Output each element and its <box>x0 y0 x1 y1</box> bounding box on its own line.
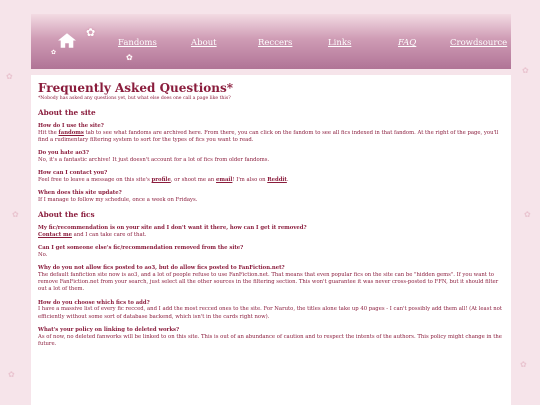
profile-link[interactable]: profile <box>151 177 171 184</box>
faq-question: How can I contact you? <box>38 170 108 177</box>
petal-decoration: ✿ <box>8 370 15 379</box>
email-link[interactable]: email <box>216 177 233 184</box>
faq-answer: I have a massive list of every fic recced, and I add the most recced ones to the site. For Naruto, the titles alone take up 40 pages - I can't possibly add them all! (At least not efficiently without some sort of database backend, which isn't in the cards right now). <box>38 306 502 320</box>
answer-text: and I can take care of that. <box>71 232 147 239</box>
nav-reccers[interactable]: Reccers <box>258 38 293 48</box>
faq-answer: As of now, no deleted fanworks will be linked to on this site. This is out of an abundance of caution and to respect the intents of the authors. This policy might change in the future. <box>38 333 502 347</box>
faq-question: Do you hate ao3? <box>38 150 89 157</box>
nav-links[interactable]: Links <box>328 38 352 48</box>
faq-question: Why do you not allow fics posted to ao3, but do allow fics posted to FanFiction.net? <box>38 265 285 272</box>
faq-question: My fic/recommendation is on your site and I don't want it there, how can I get it removed? <box>38 225 307 232</box>
faq-content <box>31 75 511 405</box>
faq-question: What's your policy on linking to deleted works? <box>38 326 180 333</box>
answer-text: Hit the <box>38 129 59 136</box>
nav-fandoms[interactable]: Fandoms <box>118 38 157 48</box>
contact-me-link[interactable]: Contact me <box>38 232 72 239</box>
answer-text: Feel free to leave a message on this site's <box>38 177 152 184</box>
faq-answer: No. <box>38 252 48 259</box>
answer-text: , or shoot me an <box>170 177 216 184</box>
page-title: Frequently Asked Questions* <box>38 81 234 95</box>
sakura-icon: ✿ <box>51 49 57 56</box>
sakura-icon: ✿ <box>86 26 96 39</box>
faq-answer <box>38 130 504 144</box>
petal-decoration: ✿ <box>12 210 19 219</box>
section-heading-fics: About the fics <box>38 210 95 220</box>
faq-answer: The default fanfiction site now is ao3, and a lot of people refuse to use FanFiction.net. That means that even popular fics on the site can be "hidden gems". If you want to remove FanFiction.net from your search, just select all the other sources in the filtering section. This won't guarantee it was never cross-posted to FFN, but it should filter out a lot of them. <box>38 272 499 293</box>
title-footnote: *Nobody has asked any questions yet, but what else does one call a page like this? <box>38 96 231 101</box>
faq-answer: If I manage to follow my schedule, once a week on Fridays. <box>38 197 198 204</box>
section-heading-site: About the site <box>38 108 96 117</box>
petal-decoration: ✿ <box>6 72 13 81</box>
nav-faq[interactable]: FAQ <box>398 38 417 48</box>
faq-answer: No, it's a fantastic archive! It just doesn't account for a lot of fics from older fandoms. <box>38 157 270 164</box>
faq-question: How do you choose which fics to add? <box>38 299 150 306</box>
faq-answer <box>38 232 504 239</box>
faq-question: How do I use the site? <box>38 123 104 129</box>
petal-decoration: ✿ <box>520 360 527 369</box>
petal-decoration: ✿ <box>524 210 531 219</box>
reddit-link[interactable]: Reddit <box>267 177 287 184</box>
faq-answer <box>38 177 504 184</box>
answer-text: ! I'm also on <box>232 177 268 184</box>
faq-question: Can I get someone else's fic/recommendation removed from the site? <box>38 245 244 252</box>
nav-about[interactable]: About <box>191 38 217 48</box>
answer-text: tab to see what fandoms are archived here. From there, you can click on the fandom to see all fics indexed in that fandom. At the right of the page, you'll find a rudimentary filtering system to sort for the types of fics you want to read. <box>38 129 499 144</box>
answer-text: . <box>286 177 289 184</box>
faq-question: When does this site update? <box>38 190 122 197</box>
petal-decoration: ✿ <box>522 66 529 75</box>
home-icon[interactable] <box>58 33 76 48</box>
nav-crowdsource[interactable]: Crowdsource <box>450 38 508 48</box>
fandoms-link[interactable]: fandoms <box>58 129 84 136</box>
main-nav <box>118 38 540 52</box>
sakura-icon: ✿ <box>126 53 133 62</box>
